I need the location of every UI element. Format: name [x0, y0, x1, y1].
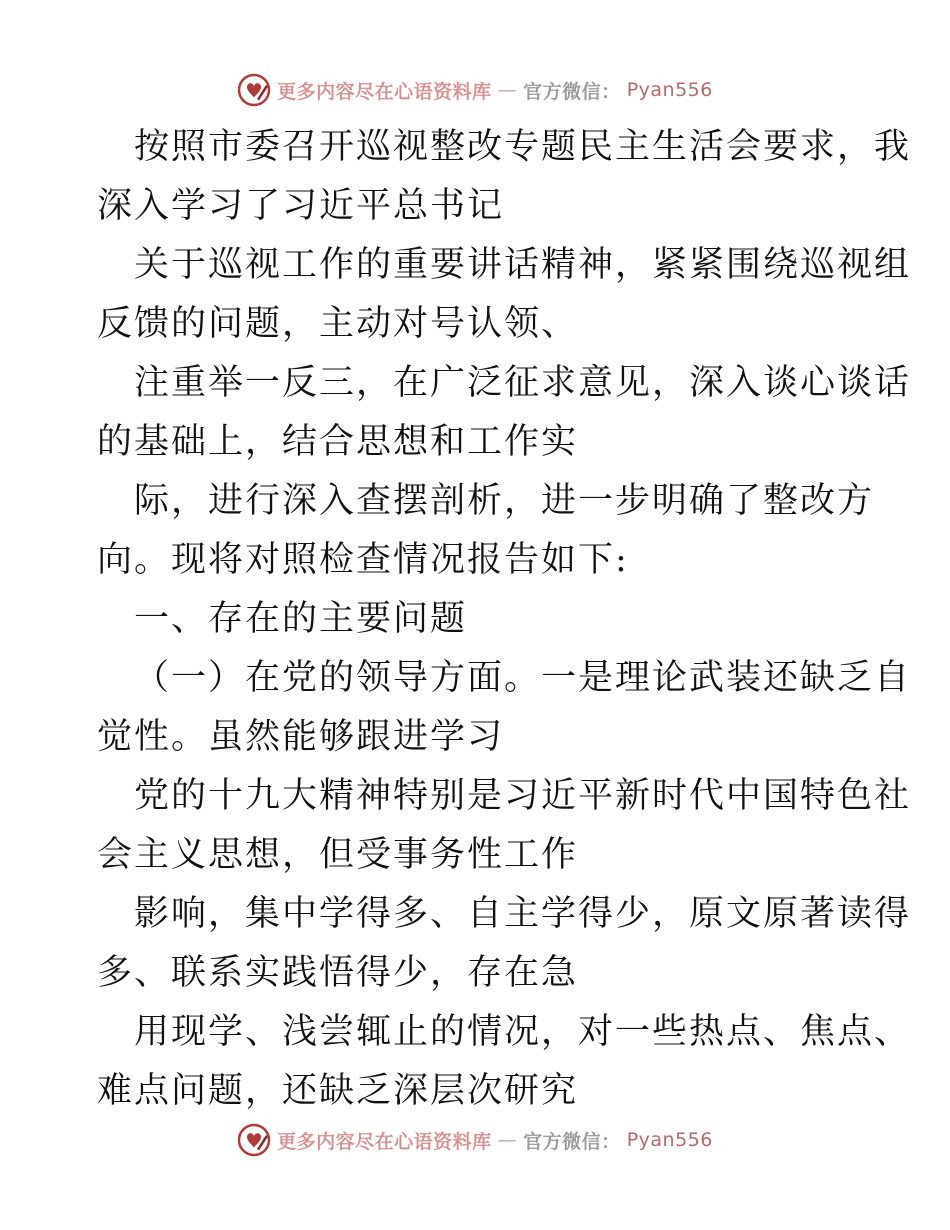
- footer-watermark: [0, 1120, 950, 1160]
- watermark-wechat-id: Pyan556: [626, 79, 713, 101]
- paragraph-line: 反馈的问题，主动对号认领、: [97, 304, 579, 344]
- paragraph-line: 多、联系实践悟得少，存在急: [97, 953, 579, 993]
- watermark-wechat-label: 官方微信：: [523, 80, 621, 103]
- paragraph-line: 觉性。虽然能够跟进学习: [97, 717, 505, 757]
- paragraph-line: （一）在党的领导方面。一是理论武装还缺乏自: [134, 658, 912, 698]
- paragraph-line: 按照市委召开巡视整改专题民主生活会要求，我: [134, 127, 912, 167]
- paragraph-line: 深入学习了习近平总书记: [97, 186, 505, 226]
- header-watermark: [0, 70, 950, 110]
- watermark-dash: —: [497, 79, 518, 101]
- paragraph-line: 党的十九大精神特别是习近平新时代中国特色社: [134, 776, 912, 816]
- paragraph-line: 向。现将对照检查情况报告如下:: [97, 540, 629, 580]
- watermark-wechat-id: Pyan556: [626, 1129, 713, 1151]
- watermark-dash: —: [497, 1129, 518, 1151]
- paragraph-line: 会主义思想，但受事务性工作: [97, 835, 579, 875]
- paragraph-line: 的基础上，结合思想和工作实: [97, 422, 579, 462]
- paragraph-line: 关于巡视工作的重要讲话精神，紧紧围绕巡视组: [134, 245, 912, 285]
- watermark-wechat-label: 官方微信：: [523, 1130, 621, 1153]
- watermark-main-text: 更多内容尽在心语资料库: [277, 80, 492, 103]
- watermark-main-text: 更多内容尽在心语资料库: [277, 1130, 492, 1153]
- paragraph-line: 注重举一反三，在广泛征求意见，深入谈心谈话: [134, 363, 912, 403]
- paragraph-line: 际，进行深入查摆剖析，进一步明确了整改方: [134, 481, 875, 521]
- paragraph-line: 影响，集中学得多、自主学得少，原文原著读得: [134, 894, 912, 934]
- section-heading: 一、存在的主要问题: [134, 599, 468, 639]
- document-body: [97, 118, 912, 1121]
- heart-pen-logo-icon: [237, 1123, 271, 1157]
- paragraph-line: 用现学、浅尝辄止的情况，对一些热点、焦点、: [134, 1012, 912, 1052]
- heart-pen-logo-icon: [237, 73, 271, 107]
- paragraph-line: 难点问题，还缺乏深层次研究: [97, 1071, 579, 1111]
